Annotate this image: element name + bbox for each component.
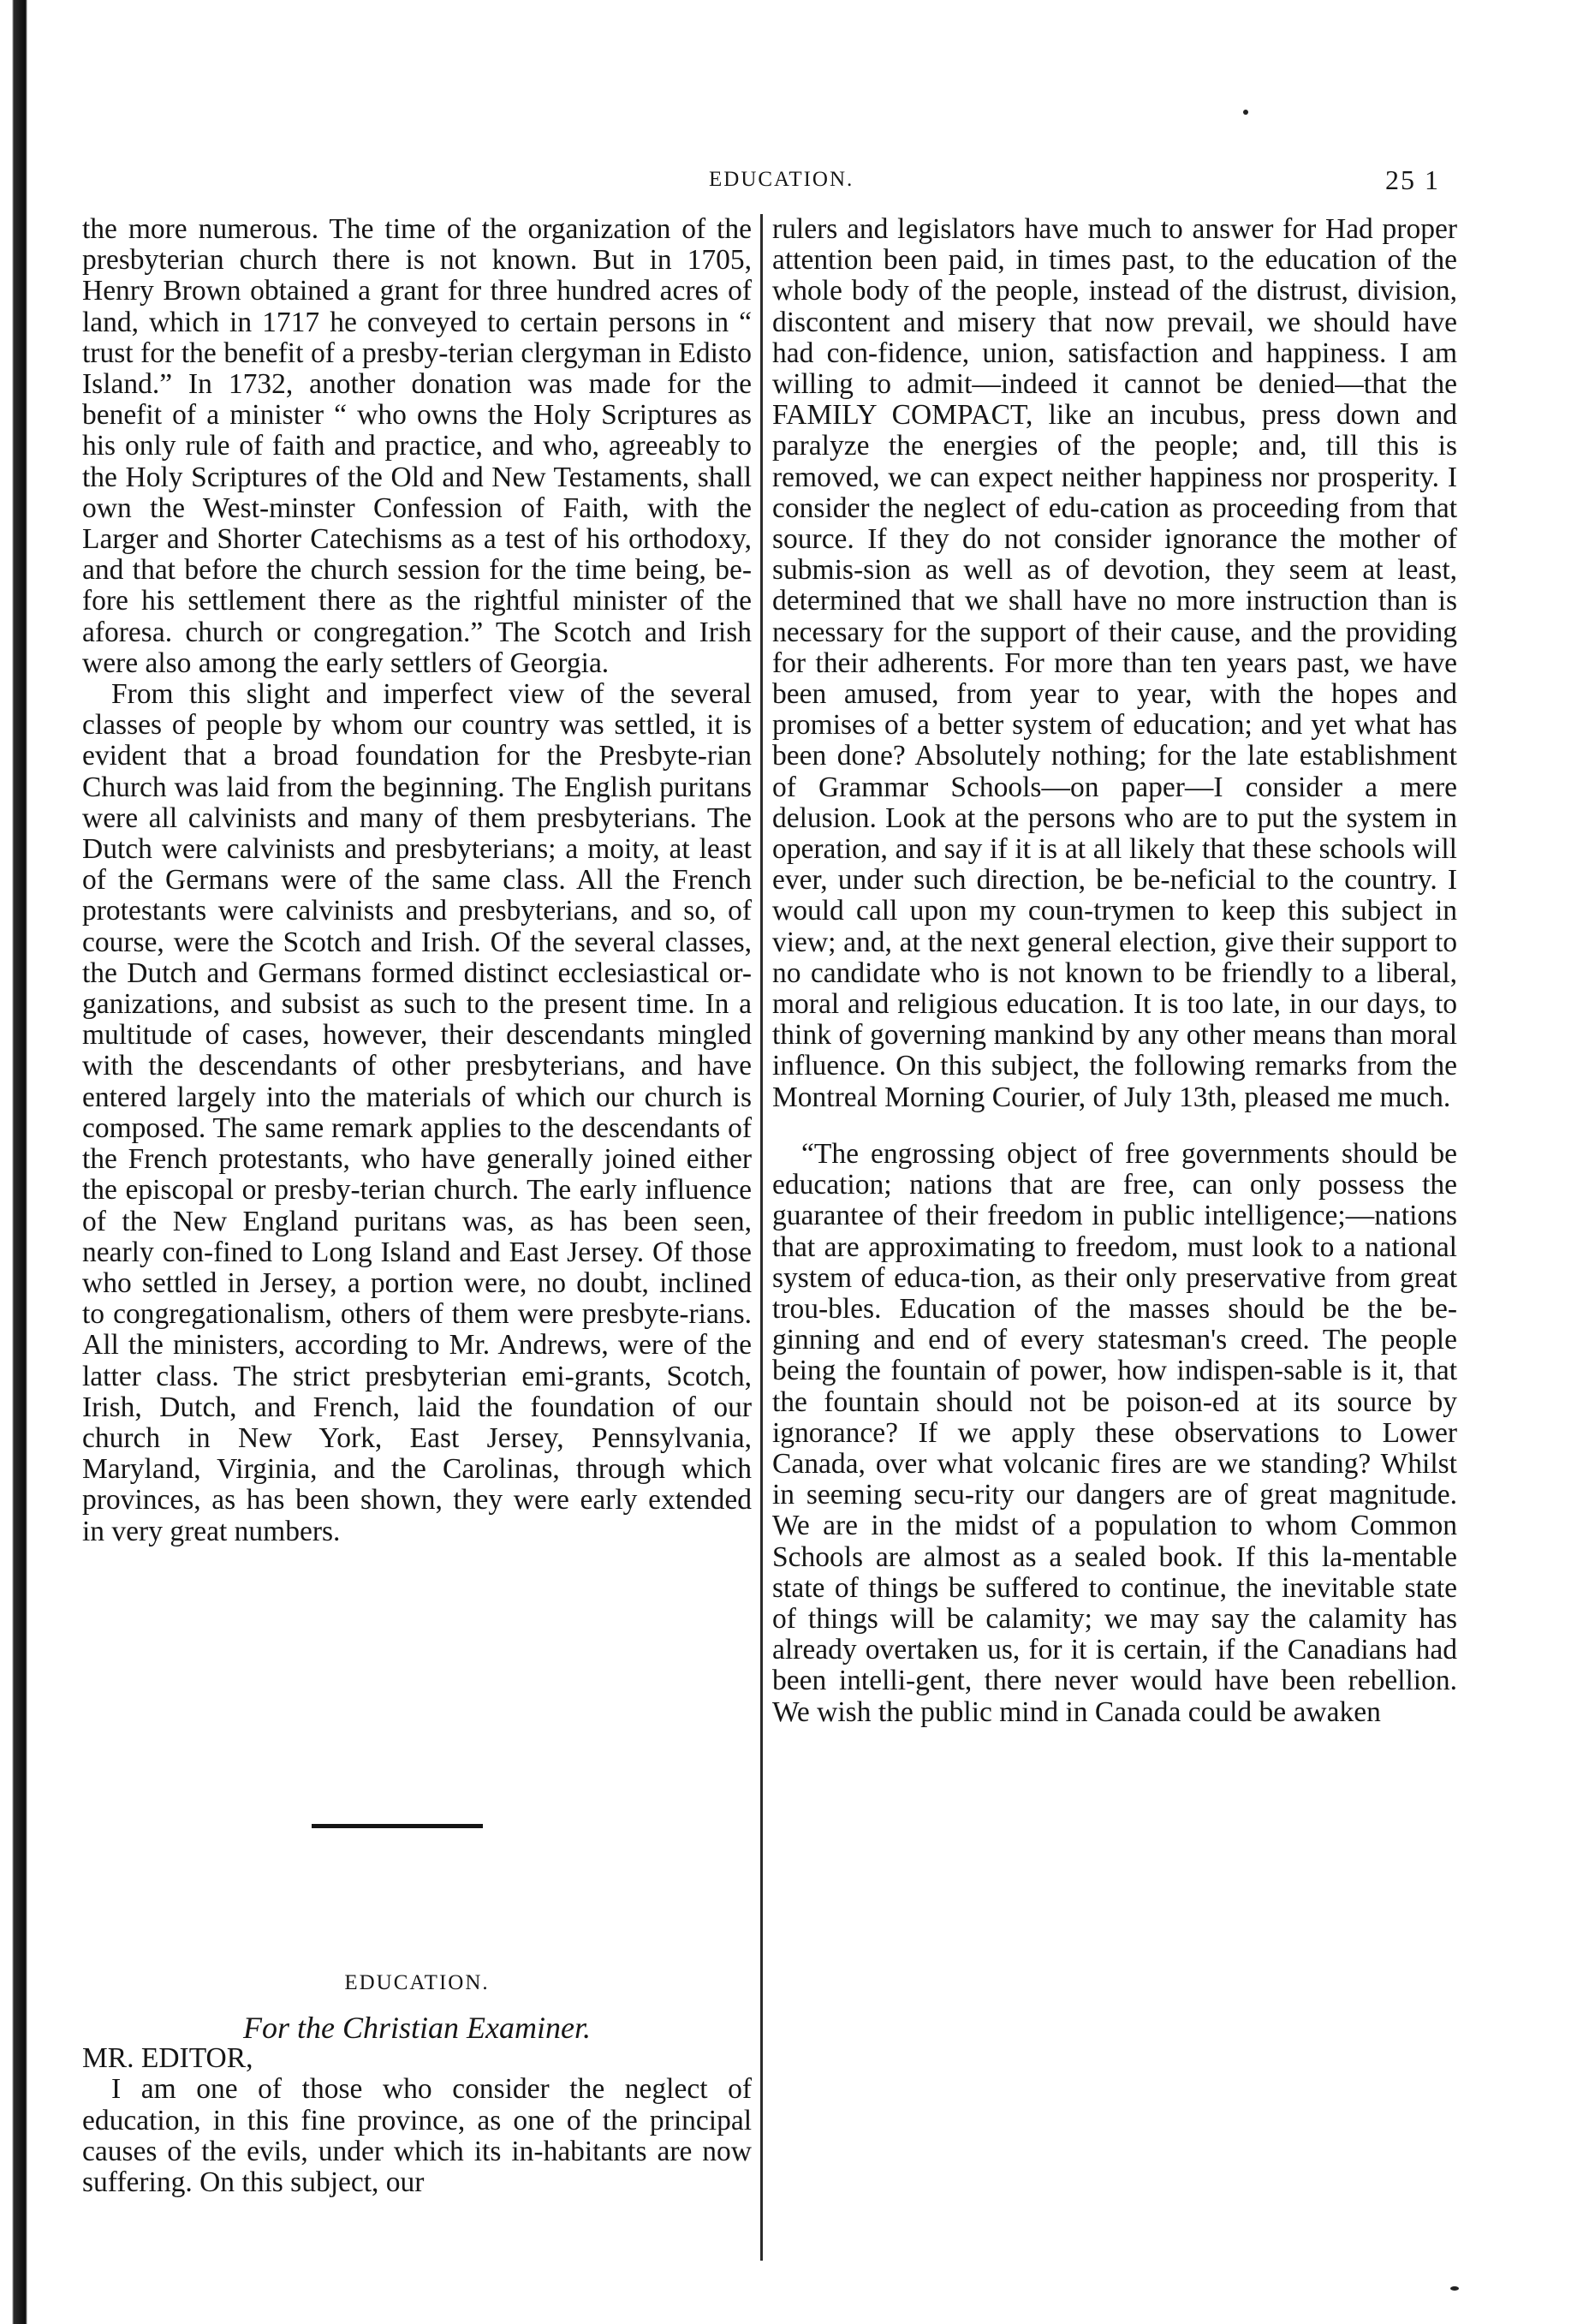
letter-salutation: MR. EDITOR,	[82, 2042, 253, 2075]
right-paragraph-quotation: “The engrossing object of free governments should be education; nations that are free, can only possess the guarantee of their freedom in public intelligence;—nations that are approximating to freedom, must look to a national system of educa-tion, as their only preservative from great trou-bles. Education of the masses should be the be-ginning and end of every statesman's creed. The people being the fountain of power, how indispen-sable is it, that the fountain should not be poison-ed at its source by ignorance? If we apply these observations to Lower Canada, over what volcanic fires are we standing? Whilst in seeming secu-rity our dangers are of great magnitude. We are in the midst of a population to whom Common Schools are almost as a sealed book. If this la-mentable state of things be suffered to continue, the inevitable state of things will be calamity; we may say the calamity has already overtaken us, for it is certain, if the Canadians had been intelli-gent, there never would have been rebellion. We wish the public mind in Canada could be awaken	[772, 1137, 1457, 1728]
page-binding-edge	[0, 0, 27, 2324]
running-title: EDUCATION.	[709, 168, 854, 191]
print-speck	[1450, 2286, 1459, 2291]
letter-opening-paragraph: I am one of those who consider the neglect of education, in this fine province, as one of the principal causes of the evils, under which its in-habitants are now suffering. On this subject, our	[82, 2073, 752, 2199]
letter-to-editor	[82, 2012, 752, 2198]
article-separator-rule	[312, 1824, 483, 1828]
running-head	[0, 164, 1589, 202]
left-paragraph-summary: From this slight and imperfect view of the several classes of people by whom our country was settled, it is evident that a broad foundation for the Presbyte-rian Church was laid from the beginning. The English puritans were all calvinists and many of them presbyterians. The Dutch were calvinists and presbyterians; a moity, at least of the Germans were of the same class. All the French protestants were calvinists and presbyterians, and so, of course, were the Scotch and Irish. Of the several classes, the Dutch and Germans formed distinct ecclesiastical or-ganizations, and subsist as such to the present time. In a multitude of cases, however, their descendants mingled with the descendants of other presbyterians, and have entered largely into the materials of which our church is composed. The same remark applies to the descendants of the French protestants, who have generally joined either the episcopal or presby-terian church. The early influence of the New England puritans was, as has been seen, nearly con-fined to Long Island and East Jersey. Of those who settled in Jersey, a portion were, no doubt, inclined to congregationalism, others of them were presbyte-rians. All the ministers, according to Mr. Andrews, were of the latter class. The strict presbyterian emi-grants, Scotch, Irish, Dutch, and French, laid the foundation of our church in New York, East Jersey, Pennsylvania, Maryland, Virginia, and the Carolinas, through which provinces, as has been shown, they were early extended in very great numbers.	[82, 678, 752, 1547]
letter-byline: For the Christian Examiner.	[243, 2011, 591, 2045]
letter-section-head: EDUCATION.	[344, 1971, 490, 1994]
quote-spacer	[772, 1113, 1457, 1139]
right-column	[772, 214, 1457, 1728]
column-divider	[760, 214, 763, 2261]
left-paragraph-continuation: the more numerous. The time of the organization of the presbyterian church there is not known. But in 1705, Henry Brown obtained a grant for three hundred acres of land, which in 1717 he conveyed to certain persons in “ trust for the benefit of a presby-terian clergyman in Edisto Island.” In 1732, another donation was made for the benefit of a minister “ who owns the Holy Scriptures as his only rule of faith and practice, and who, agreeably to the Holy Scriptures of the Old and New Testaments, shall own the West-minster Confession of Faith, with the Larger and Shorter Catechisms as a test of his orthodoxy, and that before the church session for the time being, be-fore his settlement there as the rightful minister of the aforesa. church or congregation.” The Scotch and Irish were also among the early settlers of Georgia.	[82, 213, 752, 679]
right-paragraph-letter-continued: rulers and legislators have much to answer for Had proper attention been paid, in times past, to the education of the whole body of the people, instead of the distrust, division, discontent and misery that now prevail, we should have had con-fidence, union, satisfaction and happiness. I am willing to admit—indeed it cannot be denied—that the FAMILY COMPACT, like an incubus, press down and paralyze the energies of the people; and, till this is removed, we can expect neither happiness nor prosperity. I consider the neglect of edu-cation as proceeding from that source. If they do not consider ignorance the mother of submis-sion as well as of devotion, they seem at least, determined that we shall have no more instruction than is necessary for the support of their cause, and the providing for their adherents. For more than ten years past, we have been amused, from year to year, with the hopes and promises of a better system of education; and yet what has been done? Absolutely nothing; for the late establishment of Grammar Schools—on paper—I consider a mere delusion. Look at the persons who are to put the system in operation, and say if it is at all likely that these schools will ever, under such direction, be be-neficial to the country. I would call upon my coun-trymen to keep this subject in view; and, at the next general election, give their support to no candidate who is not known to be friendly to a liberal, moral and religious education. It is too late, in our days, to think of governing mankind by any other means than moral influence. On this subject, the following remarks from the Montreal Morning Courier, of July 13th, pleased me much.	[772, 213, 1457, 1113]
page-number: 25 1	[1385, 164, 1440, 195]
print-speck	[1243, 110, 1248, 115]
left-column	[82, 214, 752, 1547]
